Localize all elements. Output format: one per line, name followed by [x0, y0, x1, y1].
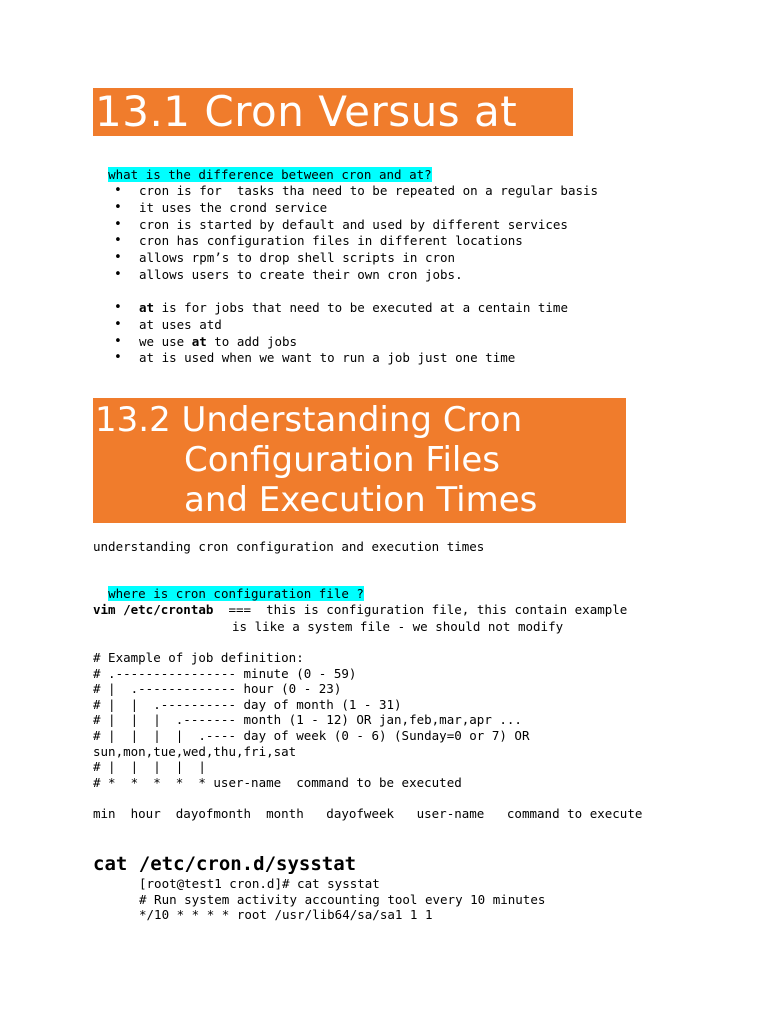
item-text: is for jobs that need to be executed at a centain time [154, 300, 568, 315]
banner-line: and Execution Times [184, 480, 538, 520]
list-item: • allows users to create their own cron jobs. [110, 267, 598, 284]
question-heading [93, 570, 364, 602]
section-banner-understanding-cron [93, 398, 626, 523]
bold-term: at [139, 300, 155, 315]
list-item [110, 317, 568, 334]
terminal-output-block [139, 876, 545, 923]
code-line: # | | | .------- month (1 - 12) OR jan,feb,mar,apr ... [93, 712, 522, 728]
highlighted-question: where is cron configuration file ? [108, 586, 364, 601]
code-line: # .---------------- minute (0 - 59) [93, 665, 357, 681]
terminal-line: # Run system activity accounting tool every 10 minutes [139, 891, 546, 907]
item-text: at is used when we want to run a job just one time [139, 350, 516, 366]
code-line: # | | | | .---- day of week (0 - 6) (Sunday=0 or 7) OR [93, 727, 530, 743]
at-bullet-list [110, 300, 568, 367]
cron-bullet-list [110, 183, 598, 284]
list-item [110, 300, 568, 317]
list-item [110, 350, 568, 367]
list-item: • it uses the crond service [110, 200, 598, 217]
code-line: # * * * * * user-name command to be executed [93, 774, 462, 790]
terminal-line: [root@test1 cron.d]# cat sysstat [139, 876, 380, 891]
question-heading [93, 151, 432, 183]
vim-command: vim /etc/crontab [93, 602, 214, 617]
list-item: • cron is for tasks tha need to be repeated on a regular basis [110, 183, 598, 200]
list-item: • cron is started by default and used by different services [110, 217, 598, 234]
list-item: • cron has configuration files in different locations [110, 233, 598, 250]
code-line: # | | | | | [93, 759, 206, 775]
code-line: # | .------------- hour (0 - 23) [93, 681, 342, 697]
item-text: at uses atd [139, 316, 222, 332]
crontab-example-block [93, 650, 530, 790]
intro-text: understanding cron configuration and execution times [93, 539, 485, 554]
vim-description: === this is configuration file, this contain example [213, 602, 628, 617]
cron-fields-line: min hour dayofmonth month dayofweek user-name command to execute [93, 806, 643, 821]
code-line: sun,mon,tue,wed,thu,fri,sat [93, 743, 297, 759]
cat-command-heading: cat /etc/cron.d/sysstat [93, 853, 357, 875]
list-item: • allows rpm’s to drop shell scripts in cron [110, 250, 598, 267]
vim-description-cont: is like a system file - we should not modify [232, 619, 564, 634]
banner-line: Configuration Files [184, 440, 500, 480]
vim-command-line [93, 602, 627, 618]
code-line: # Example of job definition: [93, 650, 304, 665]
highlighted-question: what is the difference between cron and at? [108, 167, 432, 182]
terminal-line: */10 * * * * root /usr/lib64/sa/sa1 1 1 [139, 907, 433, 923]
item-text-pre: we use [139, 333, 192, 349]
item-text: to add jobs [206, 333, 298, 349]
code-line: # | | .---------- day of month (1 - 31) [93, 696, 402, 712]
banner-title: 13.1 Cron Versus at [95, 88, 518, 136]
bold-term: at [191, 333, 207, 349]
section-banner-cron-vs-at [93, 88, 573, 136]
list-item [110, 334, 568, 351]
banner-line: 13.2 Understanding Cron [95, 400, 523, 440]
